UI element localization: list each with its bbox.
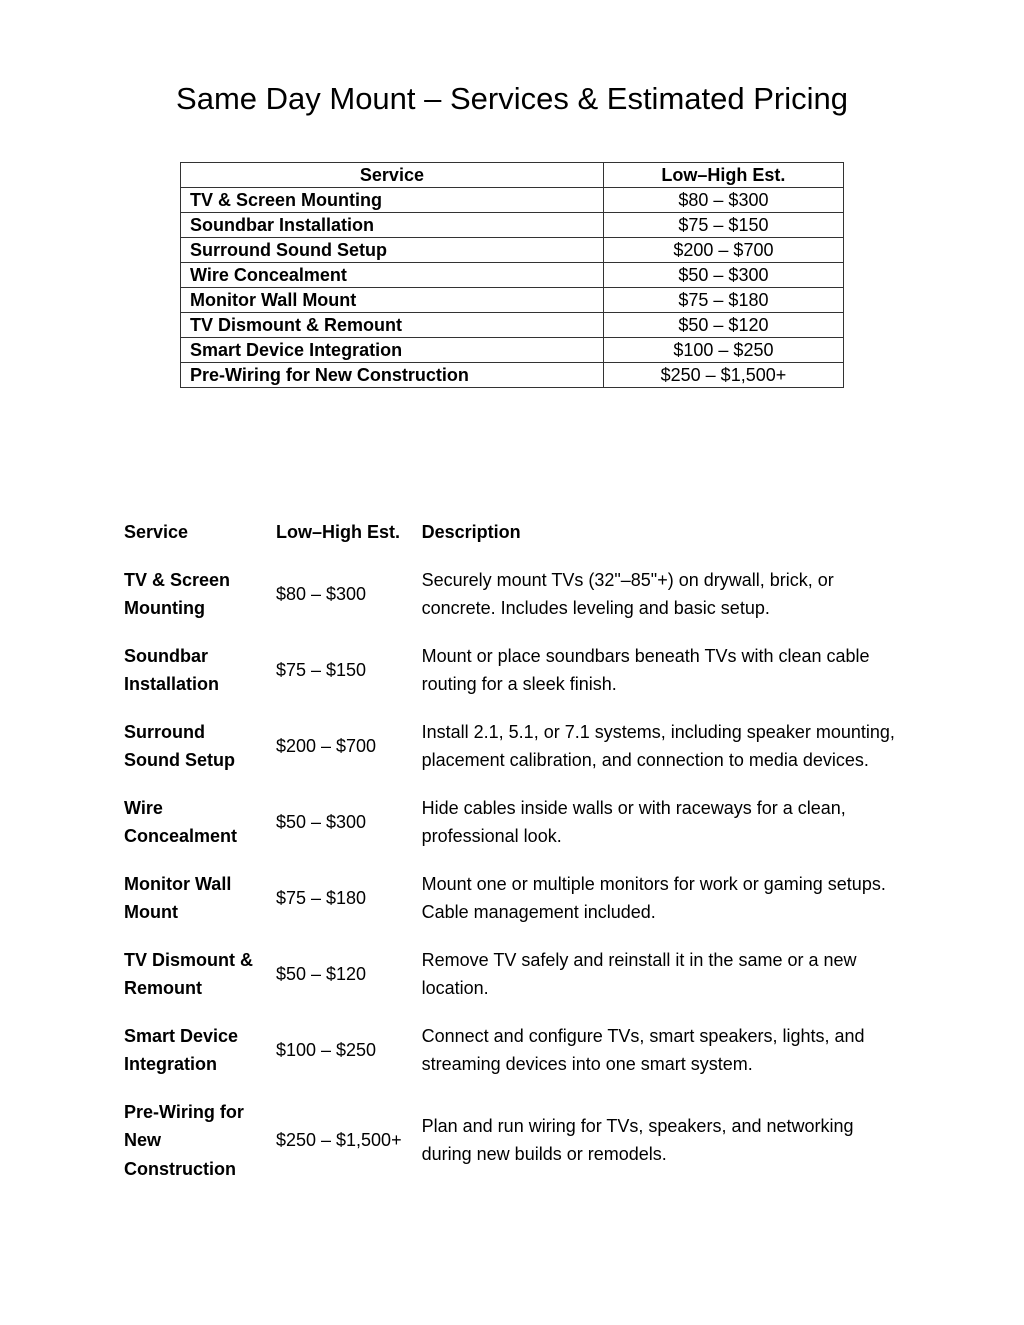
summary-service-cell: Surround Sound Setup [181, 238, 604, 263]
summary-header-price: Low–High Est. [603, 163, 843, 188]
summary-pricing-table [180, 162, 844, 388]
detail-row [118, 1098, 904, 1203]
detail-row [118, 1022, 904, 1098]
detail-service-cell: Pre-Wiring for New Construction [124, 1101, 244, 1179]
detail-row [118, 642, 904, 718]
detail-price-cell: $50 – $120 [275, 963, 367, 984]
summary-price-cell: $50 – $120 [603, 313, 843, 338]
detail-row [118, 794, 904, 870]
detail-description-cell: Plan and run wiring for TVs, speakers, and networking during new builds or remodels. [421, 1115, 854, 1165]
summary-price-cell: $200 – $700 [603, 238, 843, 263]
detail-price-cell: $250 – $1,500+ [275, 1130, 402, 1150]
detail-row [118, 718, 904, 794]
summary-price-cell: $50 – $300 [603, 263, 843, 288]
detail-price-cell: $75 – $150 [275, 659, 367, 680]
detail-service-cell: Soundbar Installation [124, 645, 220, 694]
summary-service-cell: Smart Device Integration [181, 338, 604, 363]
detail-service-cell: TV & Screen Mounting [124, 569, 231, 618]
detail-description-cell: Hide cables inside walls or with raceways for a clean, professional look. [421, 797, 846, 846]
summary-service-cell: Wire Concealment [181, 263, 604, 288]
summary-row [181, 288, 844, 313]
summary-row [181, 338, 844, 363]
detail-description-cell: Mount or place soundbars beneath TVs with clean cable routing for a sleek finish. [421, 645, 870, 694]
summary-price-cell: $100 – $250 [603, 338, 843, 363]
summary-price-cell: $75 – $150 [603, 213, 843, 238]
summary-service-cell: TV Dismount & Remount [181, 313, 604, 338]
summary-row [181, 188, 844, 213]
detail-row [118, 566, 904, 642]
detail-description-cell: Install 2.1, 5.1, or 7.1 systems, including speaker mounting, placement calibration, and connection to media devices. [421, 721, 895, 770]
summary-service-cell: Soundbar Installation [181, 213, 604, 238]
summary-row [181, 213, 844, 238]
detail-service-cell: Wire Concealment [124, 797, 238, 846]
detail-header-price: Low–High Est. [275, 522, 400, 542]
detail-description-cell: Remove TV safely and reinstall it in the same or a new location. [421, 949, 857, 998]
detail-service-cell: Smart Device Integration [124, 1025, 239, 1074]
summary-service-cell: Pre-Wiring for New Construction [181, 363, 604, 388]
summary-row [181, 363, 844, 388]
summary-row [181, 238, 844, 263]
detail-price-cell: $75 – $180 [275, 887, 367, 908]
detail-header-row [118, 514, 904, 566]
detail-price-cell: $80 – $300 [275, 583, 367, 604]
summary-price-cell: $80 – $300 [603, 188, 843, 213]
summary-row [181, 263, 844, 288]
page-title: Same Day Mount – Services & Estimated Pricing [176, 80, 848, 116]
detail-description-cell: Securely mount TVs (32"–85"+) on drywall, brick, or concrete. Includes leveling and basic setup. [421, 569, 834, 618]
detail-price-cell: $100 – $250 [275, 1039, 377, 1060]
detailed-services-table [118, 514, 904, 1202]
detail-service-cell: Surround Sound Setup [124, 721, 235, 770]
detail-price-cell: $200 – $700 [275, 735, 377, 756]
detail-service-cell: Monitor Wall Mount [124, 873, 232, 922]
detail-service-cell: TV Dismount & Remount [124, 949, 253, 998]
summary-header-row [181, 163, 844, 188]
summary-row [181, 313, 844, 338]
detail-price-cell: $50 – $300 [275, 811, 367, 832]
detail-row [118, 870, 904, 946]
summary-service-cell: TV & Screen Mounting [181, 188, 604, 213]
summary-header-service: Service [181, 163, 604, 188]
detail-header-service: Service [124, 522, 189, 542]
detail-row [118, 946, 904, 1022]
summary-service-cell: Monitor Wall Mount [181, 288, 604, 313]
summary-price-cell: $250 – $1,500+ [603, 363, 843, 388]
detail-description-cell: Mount one or multiple monitors for work or gaming setups. Cable management included. [421, 873, 886, 922]
summary-price-cell: $75 – $180 [603, 288, 843, 313]
detail-header-description: Description [421, 522, 521, 542]
detail-description-cell: Connect and configure TVs, smart speakers, lights, and streaming devices into one smart system. [421, 1025, 865, 1074]
